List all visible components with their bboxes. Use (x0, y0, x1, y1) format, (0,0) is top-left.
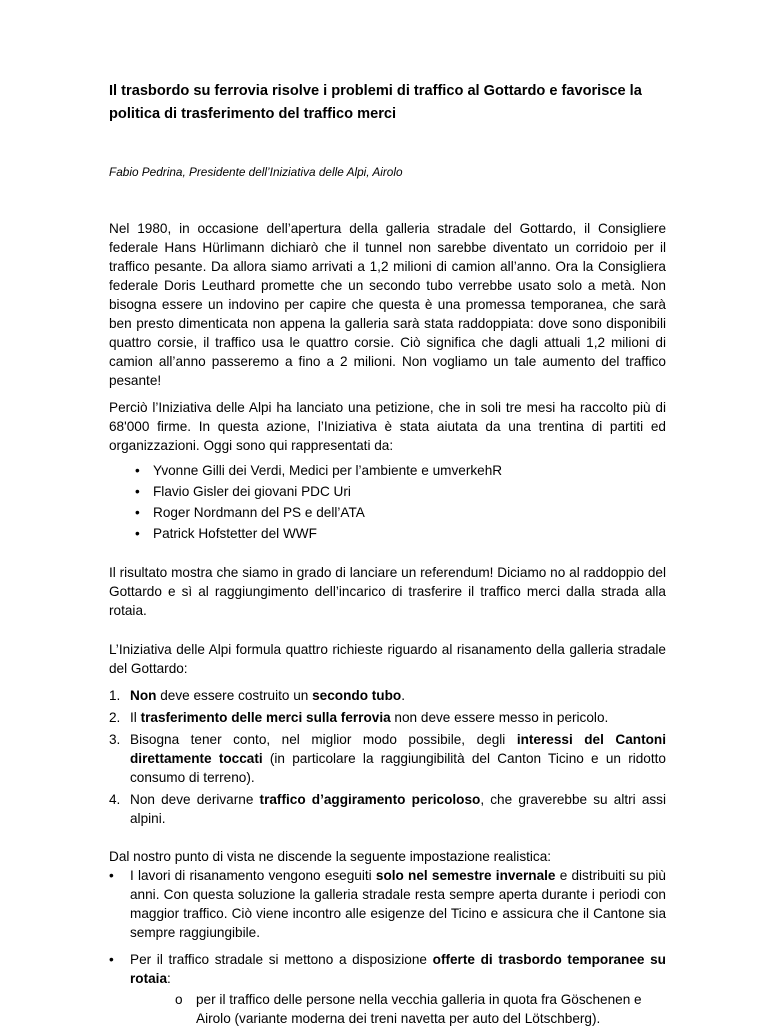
approach-list (109, 866, 666, 1028)
list-item: • I lavori di risanamento vengono eseguiti solo nel semestre invernale e distribuiti su più anni. Con questa soluzione la galleria stradale resta sempre aperta durante i periodi con maggior traffico. Ciò viene incontro alle esigenze del Ticino e assicura che il Cantone sia sempre raggiungibile. (109, 868, 666, 940)
sub-list (130, 990, 666, 1028)
representatives-list (109, 461, 666, 543)
bullet-icon: • (135, 505, 140, 520)
circle-bullet-icon: o (175, 992, 183, 1007)
paragraph-demands-intro: L’Iniziativa delle Alpi formula quattro richieste riguardo al risanamento della galleria stradale del Gottardo: (109, 642, 666, 676)
demands-list (109, 686, 666, 828)
paragraph-petition: Perciò l’Iniziativa delle Alpi ha lanciato una petizione, che in soli tre mesi ha raccolto più di 68'000 firme. In questa azione, l’Iniziativa è stata aiutata da una trentina di partiti ed organizzazioni. Oggi sono qui rappresentati da: (109, 400, 666, 453)
bullet-icon: • (135, 484, 140, 499)
bullet-icon: • (109, 952, 114, 967)
list-item: • Roger Nordmann del PS e dell’ATA (135, 505, 365, 520)
bullet-icon: • (135, 526, 140, 541)
document-title: Il trasbordo su ferrovia risolve i problemi di traffico al Gottardo e favorisce la politica di trasferimento del traffico merci (109, 83, 642, 122)
bullet-icon: • (135, 463, 140, 478)
sub-list-item: o per il traffico delle persone nella vecchia galleria in quota fra Göschenen e Airolo (variante moderna dei treni navetta per auto del Lötschberg). (175, 992, 642, 1026)
document-body (109, 80, 666, 1028)
demand-item: 2. Il trasferimento delle merci sulla ferrovia non deve essere messo in pericolo. (109, 710, 609, 725)
list-item: • Per il traffico stradale si mettono a disposizione offerte di trasbordo temporanee su rotaia: o per il traffico delle persone nella vecchia galleria in quota fra Göschenen e Airolo (variante moderna dei treni navetta per auto del Lötschberg). (109, 952, 666, 1026)
list-item: • Flavio Gisler dei giovani PDC Uri (135, 484, 351, 499)
bullet-icon: • (109, 868, 114, 883)
demand-item: 1. Non deve essere costruito un secondo tubo. (109, 688, 406, 703)
list-item: • Patrick Hofstetter del WWF (135, 526, 317, 541)
paragraph-intro: Nel 1980, in occasione dell’apertura della galleria stradale del Gottardo, il Consigliere federale Hans Hürlimann dichiarò che il tunnel non sarebbe diventato un corridoio per il traffico pesante. Da allora siamo arrivati a 1,2 milioni di camion all’anno. Ora la Consigliera federale Doris Leuthard promette che un secondo tubo verrebbe usato solo a metà. Non bisogna essere un indovino per capire che questa è una promessa temporanea, che sarà ben presto dimenticata non appena la galleria sarà stata raddoppiata: dove sono disponibili quattro corsie, il traffico usa le quattro corsie. Ciò significa che dagli attuali 1,2 milioni di camion all’anno passeremo a fino a 2 milioni. Non vogliamo un tale aumento del traffico pesante! (109, 221, 666, 388)
list-item: • Yvonne Gilli dei Verdi, Medici per l’ambiente e umverkehR (135, 463, 503, 478)
author-line: Fabio Pedrina, Presidente dell’Iniziativa delle Alpi, Airolo (109, 165, 403, 179)
paragraph-approach: Dal nostro punto di vista ne discende la seguente impostazione realistica: (109, 849, 552, 864)
paragraph-referendum: Il risultato mostra che siamo in grado di lanciare un referendum! Diciamo no al raddoppio del Gottardo e sì al raggiungimento dell’incarico di trasferire il traffico merci dalla strada alla rotaia. (109, 565, 666, 618)
demand-item: 4. Non deve derivarne traffico d’aggiramento pericoloso, che graverebbe su altri assi alpini. (109, 792, 666, 826)
demand-item: 3. Bisogna tener conto, nel miglior modo possibile, degli interessi del Cantoni direttamente toccati (in particolare la raggiungibilità del Canton Ticino e un ridotto consumo di terreno). (109, 732, 666, 785)
